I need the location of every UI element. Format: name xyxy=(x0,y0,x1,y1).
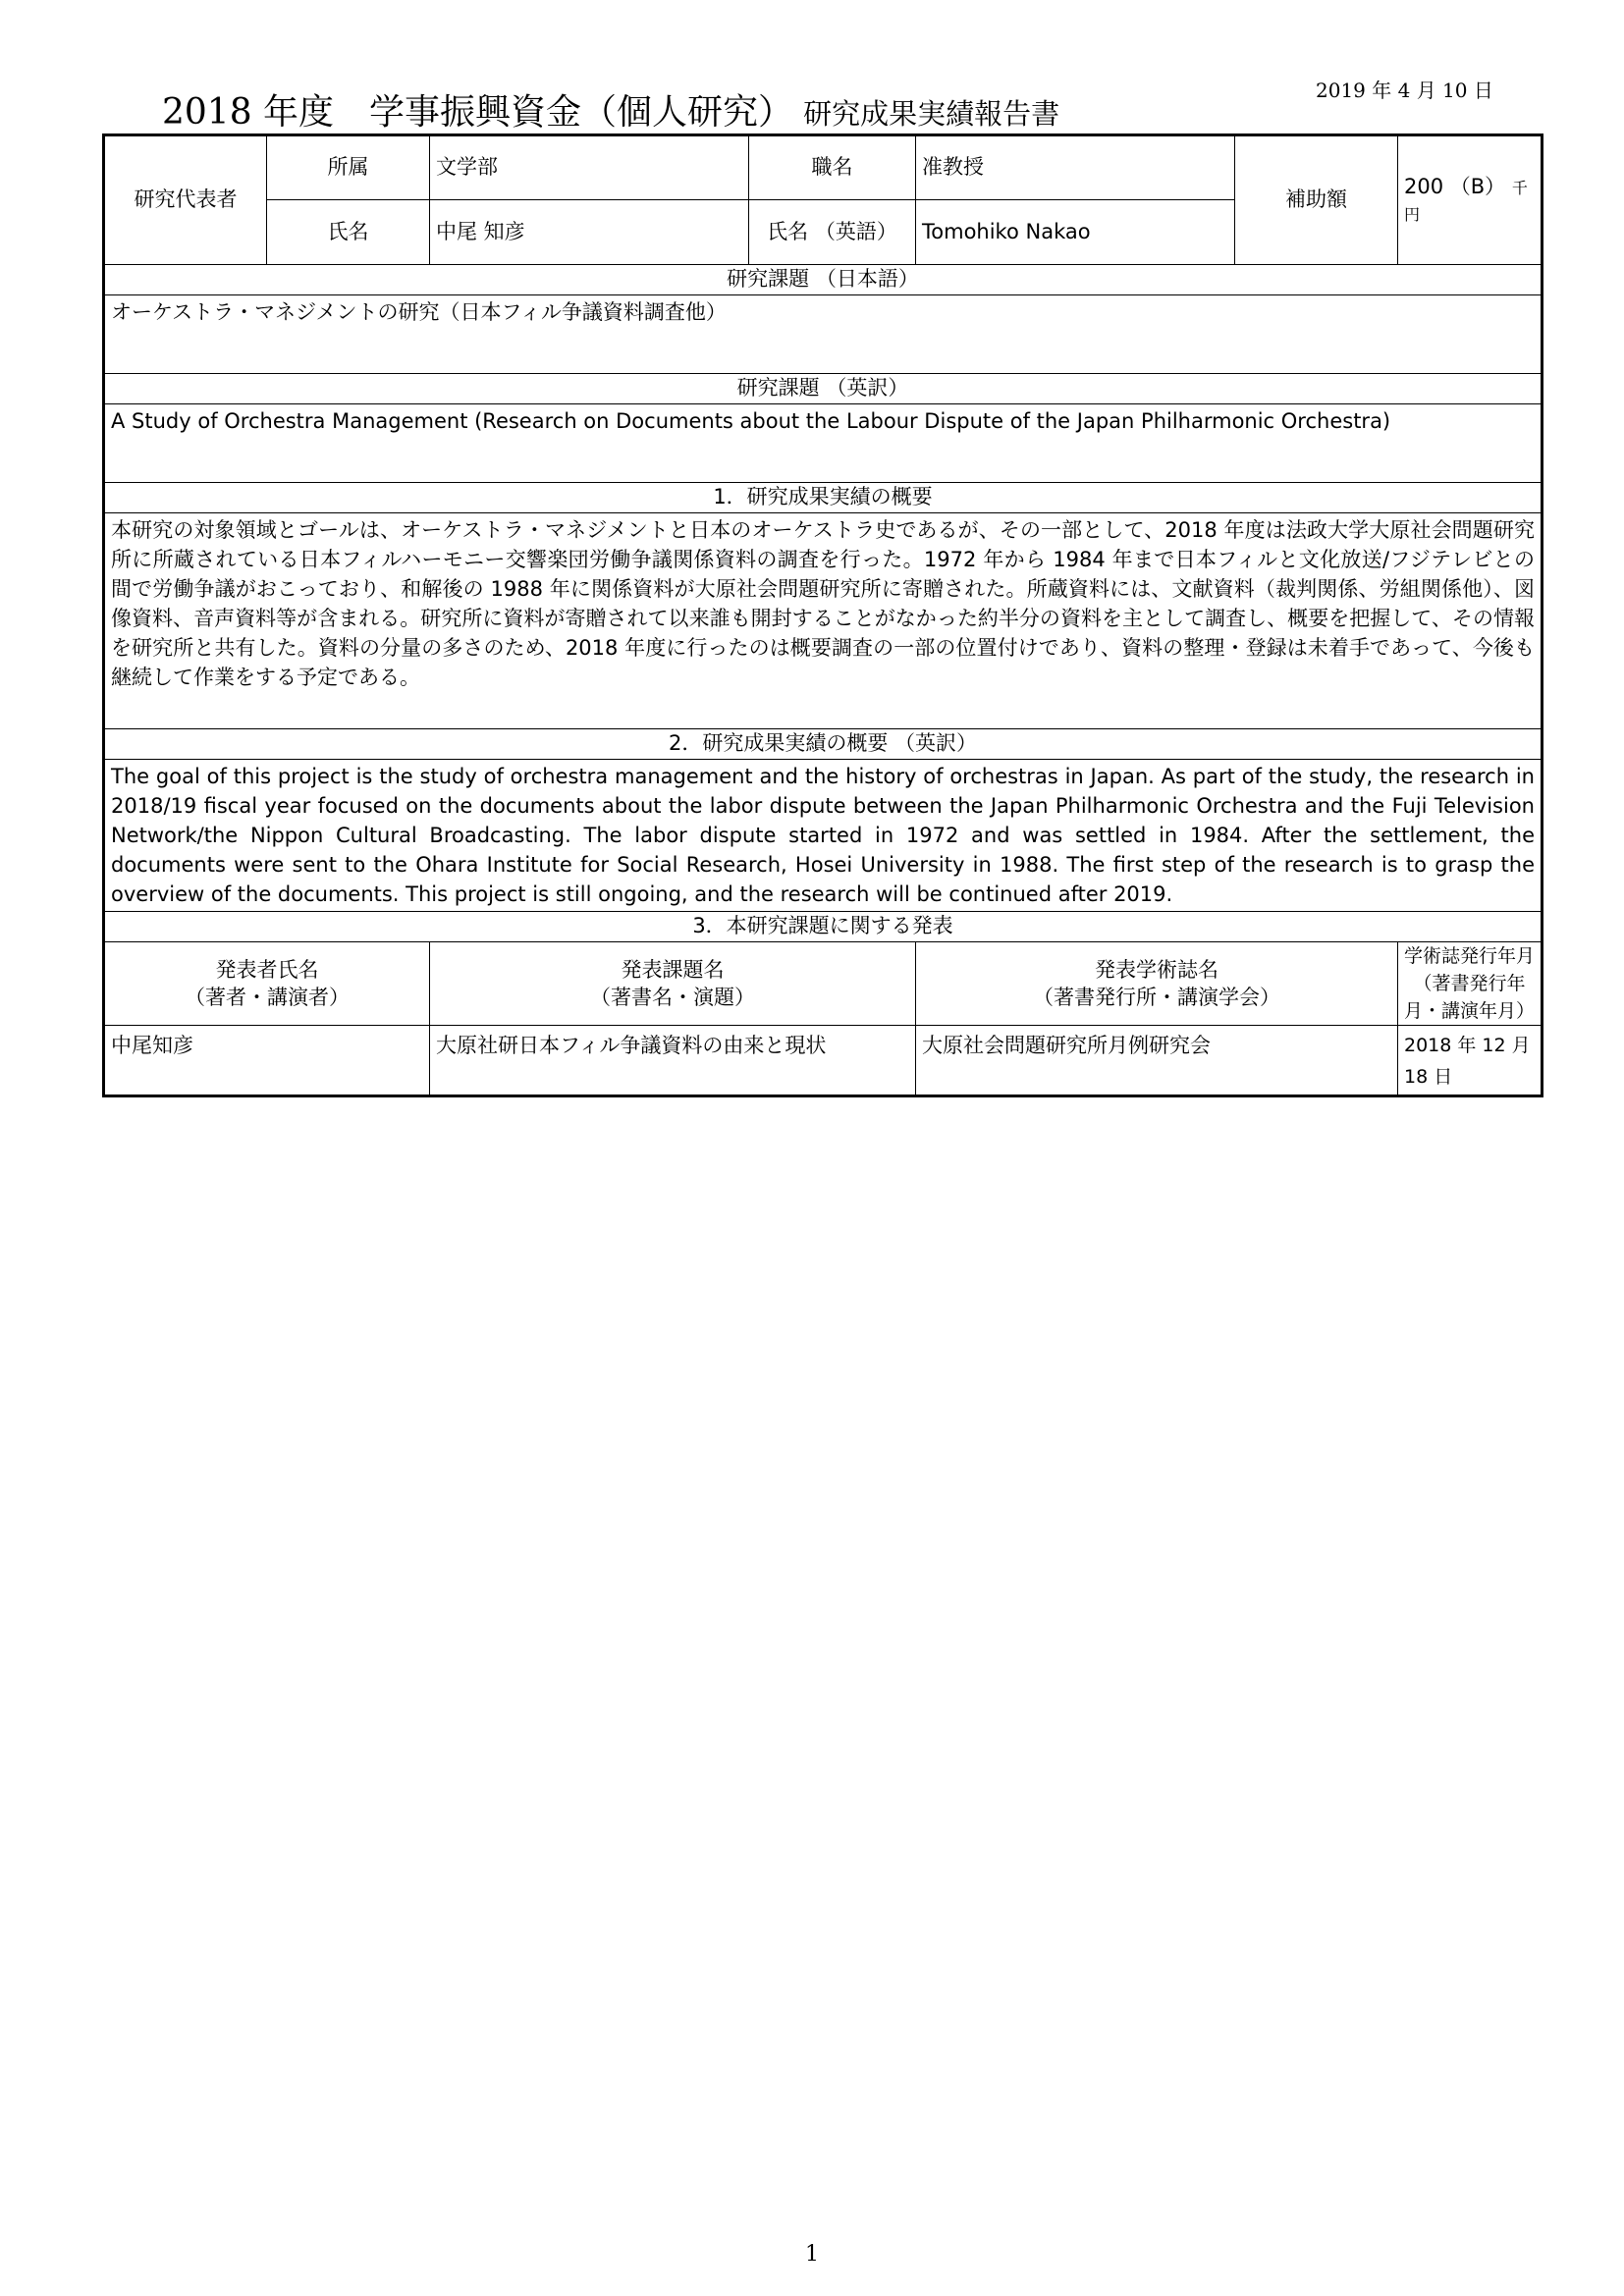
summary-en-heading-row xyxy=(104,729,1543,760)
representative-row-1 xyxy=(104,135,1543,200)
col-presenter-line2: （著者・講演者） xyxy=(185,986,350,1009)
col-title-line2: （著書名・演題） xyxy=(590,986,755,1009)
col-date-line2: （著書発行年月・講演年月） xyxy=(1404,973,1536,1022)
name-label: 氏名 xyxy=(267,200,430,265)
topic-ja-heading-row xyxy=(104,265,1543,295)
table-row xyxy=(104,1026,1543,1096)
title-main: 2018 年度 学事振興資金（個人研究） xyxy=(162,92,794,133)
summary-ja-heading: 1．研究成果実績の概要 xyxy=(104,483,1543,513)
affiliation-label: 所属 xyxy=(267,135,430,200)
publication-venue: 大原社会問題研究所月例研究会 xyxy=(916,1026,1398,1096)
grant-value xyxy=(1398,135,1543,265)
publication-date: 2018 年 12 月 18 日 xyxy=(1398,1026,1543,1096)
position-value: 准教授 xyxy=(916,135,1235,200)
position-label: 職名 xyxy=(749,135,916,200)
publications-heading-row xyxy=(104,912,1543,942)
summary-en-row xyxy=(104,760,1543,912)
col-presenter-line1: 発表者氏名 xyxy=(215,958,319,982)
report-form-table xyxy=(102,133,1543,1097)
topic-en-heading-row xyxy=(104,374,1543,404)
col-presenter-header xyxy=(104,942,430,1026)
report-title xyxy=(162,84,1059,134)
summary-ja-heading-row xyxy=(104,483,1543,513)
col-date-line1: 学術誌発行年月 xyxy=(1404,945,1536,967)
title-sub: 研究成果実績報告書 xyxy=(803,97,1060,131)
publication-title: 大原社研日本フィル争議資料の由来と現状 xyxy=(430,1026,916,1096)
summary-ja-text: 本研究の対象領域とゴールは、オーケストラ・マネジメントと日本のオーケストラ史であるが、その一部として、2018 年度は法政大学大原社会問題研究所に所蔵されている日本フィルハーモニー交響楽団労働争議関係資料の調査を行った。1972 年から 1984 年まで日本フィルと文化放送/フジテレビとの間で労働争議がおこっており、和解後の 1988 年に関係資料が大原社会問題研究所に寄贈された。所蔵資料には、文献資料（裁判関係、労組関係他）、図像資料、音声資料等が含まれる。研究所に資料が寄贈されて以来誰も開封することがなかった約半分の資料を主として調査し、概要を把握して、その情報を研究所と共有した。資料の分量の多さのため、2018 年度に行ったのは概要調査の一部の位置付けであり、資料の整理・登録は未着手であって、今後も継続して作業をする予定である。 xyxy=(104,513,1543,729)
topic-en-row xyxy=(104,404,1543,483)
col-title-line1: 発表課題名 xyxy=(621,958,725,982)
col-title-header xyxy=(430,942,916,1026)
topic-en-text: A Study of Orchestra Management (Research on Documents about the Labour Dispute of the Japan Philharmonic Orchestra) xyxy=(104,404,1543,483)
topic-ja-row xyxy=(104,295,1543,374)
publication-presenter: 中尾知彦 xyxy=(104,1026,430,1096)
grant-label: 補助額 xyxy=(1235,135,1398,265)
publications-heading: 3．本研究課題に関する発表 xyxy=(104,912,1543,942)
summary-en-heading: 2．研究成果実績の概要 （英訳） xyxy=(104,729,1543,760)
name-en-label: 氏名 （英語） xyxy=(749,200,916,265)
col-venue-line2: （著書発行所・講演学会） xyxy=(1033,986,1280,1009)
summary-en-text: The goal of this project is the study of orchestra management and the history of orchestras in Japan. As part of the study, the research in 2018/19 fiscal year focused on the documents about the labor dispute between the Japan Philharmonic Orchestra and the Fuji Television Network/the Nippon Cultural Broadcasting. The labor dispute started in 1972 and was settled in 1984. After the settlement, the documents were sent to the Ohara Institute for Social Research, Hosei University in 1988. The first step of the research is to grasp the overview of the documents. This project is still ongoing, and the research will be continued after 2019. xyxy=(104,760,1543,912)
topic-ja-text: オーケストラ・マネジメントの研究（日本フィル争議資料調査他） xyxy=(104,295,1543,374)
col-venue-header xyxy=(916,942,1398,1026)
name-en-value: Tomohiko Nakao xyxy=(916,200,1235,265)
topic-en-heading: 研究課題 （英訳） xyxy=(104,374,1543,404)
name-value: 中尾 知彦 xyxy=(430,200,749,265)
topic-ja-heading: 研究課題 （日本語） xyxy=(104,265,1543,295)
summary-ja-row xyxy=(104,513,1543,729)
col-venue-line1: 発表学術誌名 xyxy=(1095,958,1218,982)
page-number: 1 xyxy=(805,2242,819,2267)
grant-amount: 200 （B） xyxy=(1404,174,1506,198)
affiliation-value: 文学部 xyxy=(430,135,749,200)
col-date-header xyxy=(1398,942,1543,1026)
report-date: 2019 年 4 月 10 日 xyxy=(1316,79,1493,102)
publications-header-row xyxy=(104,942,1543,1026)
grant-unit: 千円 xyxy=(1404,178,1528,224)
representative-label: 研究代表者 xyxy=(104,135,267,265)
